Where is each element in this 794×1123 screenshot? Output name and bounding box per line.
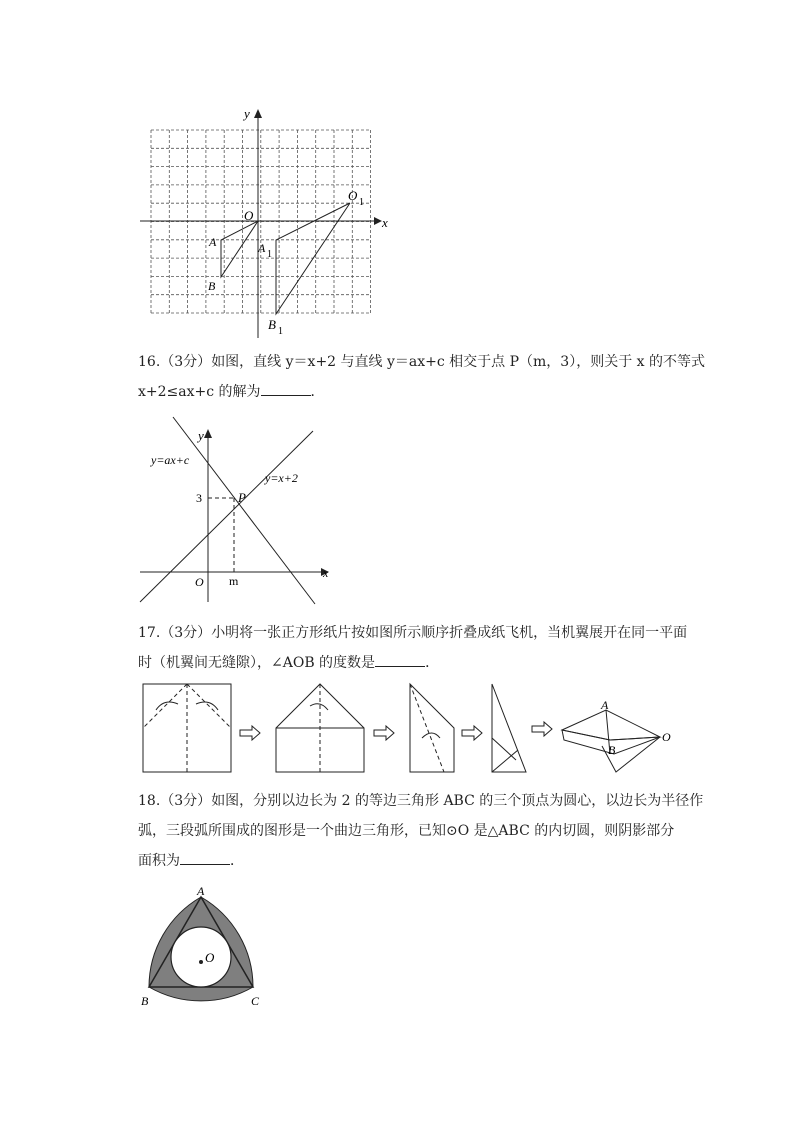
label-P: P — [238, 490, 246, 505]
label-x: x — [323, 566, 329, 580]
fold-arrow-right — [196, 702, 218, 710]
step-arrow-2 — [374, 726, 394, 740]
q16-text-2-end: ． — [310, 384, 325, 400]
y-axis-arrow — [254, 109, 262, 118]
q16-line2 — [138, 377, 325, 407]
label-B: B — [608, 743, 616, 757]
label-O1: O — [348, 188, 358, 203]
label-A: A — [197, 885, 205, 898]
label-ax-c: y=ax+c — [151, 453, 190, 467]
q18-number: 18. — [138, 793, 161, 809]
label-x: x — [382, 215, 388, 230]
q18-line1 — [138, 786, 703, 816]
label-B1-sub: 1 — [278, 326, 283, 337]
q18-text-3: 面积为 — [138, 853, 180, 869]
label-A: A — [601, 698, 609, 712]
q17-score: （3分） — [160, 625, 212, 641]
label-A: A — [209, 235, 217, 249]
q17-folding-figure — [140, 680, 680, 778]
fold-right — [187, 684, 231, 728]
label-O: O — [244, 208, 254, 223]
fold-4b — [492, 750, 518, 772]
q16-answer-blank[interactable] — [261, 383, 311, 396]
q18-score: （3分） — [160, 793, 212, 809]
label-B1: B — [268, 317, 276, 332]
q17-text-2: 时（机翼间无缝隙），∠AOB 的度数是 — [138, 655, 376, 671]
q16-figure — [135, 412, 335, 608]
q16-number: 16. — [138, 354, 161, 370]
q16-text-2: x+2≤ax+c 的解为 — [138, 384, 261, 400]
label-A1: A — [258, 241, 266, 255]
q17-answer-blank[interactable] — [375, 654, 425, 667]
q18-line2 — [138, 816, 674, 846]
q16-score: （3分） — [160, 354, 212, 370]
paper-half — [410, 684, 454, 772]
label-y: y — [244, 106, 250, 121]
label-x-2: y=x+2 — [265, 471, 298, 485]
incircle-O — [171, 927, 231, 987]
label-A1-sub: 1 — [267, 249, 272, 260]
label-B: B — [208, 279, 216, 293]
step-arrow-3 — [462, 726, 482, 740]
grid-figure — [130, 100, 410, 340]
label-O: O — [195, 575, 204, 589]
q16-line1 — [138, 347, 705, 377]
plane-wing-top — [562, 710, 660, 740]
q16-text-1: 如图，直线 y＝x+2 与直线 y＝ax+c 相交于点 P（m，3），则关于 x 的不等式 — [211, 354, 706, 370]
fold-arrow-2 — [310, 704, 328, 710]
fold-diag-3 — [410, 684, 444, 772]
q17-number: 17. — [138, 625, 161, 641]
fold-arrow-left — [156, 702, 178, 710]
q17-line2 — [138, 648, 439, 678]
triangle-OAB — [221, 221, 258, 277]
q17-text-1: 小明将一张正方形纸片按如图所示顺序折叠成纸飞机，当机翼展开在同一平面 — [211, 625, 688, 641]
q18-text-3-end: ． — [230, 853, 244, 869]
step-arrow-4 — [532, 722, 552, 736]
paper-narrow — [492, 684, 526, 772]
label-m: m — [229, 574, 239, 588]
label-3: 3 — [196, 491, 202, 505]
label-C: C — [251, 994, 260, 1008]
q18-line3 — [138, 846, 244, 876]
q17-text-2-end: ． — [425, 655, 440, 671]
q18-text-2: 弧，三段弧所围成的图形是一个曲边三角形，已知⊙O 是△ABC 的内切圆，则阴影部分 — [138, 823, 675, 839]
q18-reuleaux-figure — [135, 885, 275, 1015]
x-axis-arrow — [374, 217, 382, 225]
q18-text-1: 如图，分别以边长为 2 的等边三角形 ABC 的三个顶点为圆心，以边长为半径作 — [211, 793, 704, 809]
fold-left — [143, 684, 187, 728]
label-O: O — [205, 950, 215, 965]
label-O: O — [662, 730, 671, 744]
fold-4a — [492, 738, 516, 760]
center-dot — [199, 960, 203, 964]
q17-line1 — [138, 618, 687, 648]
y-axis-arrow — [204, 429, 212, 438]
step-arrow-1 — [240, 726, 260, 740]
q18-answer-blank[interactable] — [180, 852, 230, 865]
label-B: B — [141, 994, 149, 1008]
label-y: y — [198, 428, 204, 443]
label-O1-sub: 1 — [359, 197, 364, 208]
